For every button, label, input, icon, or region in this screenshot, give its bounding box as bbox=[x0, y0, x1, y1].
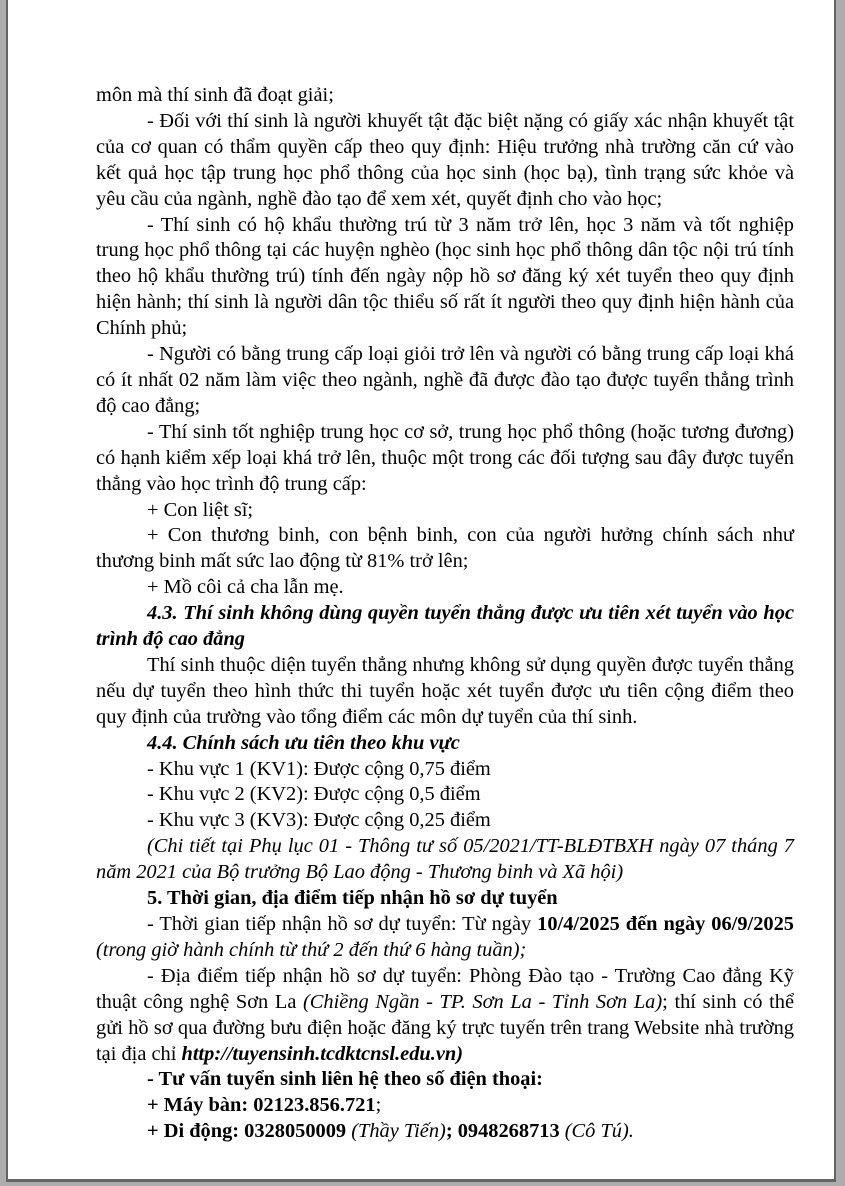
document-content bbox=[96, 83, 794, 1145]
text-run: 0948268713 bbox=[457, 1120, 565, 1143]
text-run: (Chi tiết tại Phụ lục 01 - Thông tư số 05/2021/TT-BLĐTBXH ngày 07 tháng 7 năm 2021 của Bộ trưởng Bộ Lao động - Thương binh và Xã hội) bbox=[96, 835, 794, 884]
text-run: - Người có bằng trung cấp loại giỏi trở lên và người có bằng trung cấp loại khá có ít nhất 02 năm làm việc theo ngành, nghề đã được đào tạo được tuyển thẳng trình độ cao đẳng; bbox=[96, 343, 794, 417]
text-run: - Khu vực 3 (KV3): Được cộng 0,25 điểm bbox=[147, 809, 491, 832]
text-run: ; bbox=[375, 1094, 382, 1117]
list-item-kv2 bbox=[96, 782, 794, 808]
list-item-thuong-binh bbox=[96, 523, 794, 575]
text-run: + Máy bàn: 02123.856.721 bbox=[147, 1094, 376, 1117]
text-run: 4.3. Thí sinh không dùng quyền tuyển thẳng được ưu tiên xét tuyển vào học trình độ cao đẳng bbox=[96, 602, 794, 651]
text-run: - Địa điểm tiếp nhận hồ sơ dự tuyển: Phòng Đào tạo - Trường Cao đẳng Kỹ thuật công nghệ Sơn La bbox=[96, 964, 794, 1013]
text-run: 10/4/2025 đến ngày 06/9/2025 bbox=[537, 913, 794, 935]
text-run: + Con thương binh, con bệnh binh, con của người hưởng chính sách như thương binh mất sức lao động từ 81% trở lên; bbox=[96, 524, 794, 573]
text-run: - Thí sinh có hộ khẩu thường trú từ 3 năm trở lên, học 3 năm và tốt nghiệp trung học phổ thông tại các huyện nghèo (học sinh học phổ thông dân tộc nội trú tính theo hộ khẩu thường trú) tính đến ngày nộp hồ sơ đăng ký xét tuyển theo quy định hiện hành; thí sinh là người dân tộc thiểu số rất ít người theo quy định hiện hành của Chính phủ; bbox=[96, 213, 794, 340]
paragraph-4-3-body bbox=[96, 653, 794, 731]
section-heading-4-3 bbox=[96, 601, 794, 653]
paragraph-residence bbox=[96, 213, 794, 343]
text-run: 4.4. Chính sách ưu tiên theo khu vực bbox=[147, 731, 460, 754]
text-run: (trong giờ hành chính từ thứ 2 đến thứ 6 hàng tuần); bbox=[96, 938, 527, 961]
paragraph-disability bbox=[96, 109, 794, 213]
paragraph-graduates bbox=[96, 420, 794, 498]
list-item-mo-coi bbox=[96, 575, 794, 601]
text-run: (Cô Tú). bbox=[564, 1120, 634, 1143]
text-run: http://tuyensinh.tcdktcnsl.edu.vn) bbox=[181, 1042, 464, 1065]
paragraph-continuation bbox=[96, 83, 794, 109]
list-item-mobile bbox=[96, 1119, 794, 1145]
text-run: - Tư vấn tuyển sinh liên hệ theo số điện thoại: bbox=[147, 1068, 543, 1091]
text-run: (Chiềng Ngần - TP. Sơn La - Tỉnh Sơn La) bbox=[303, 990, 663, 1013]
text-run: - Thời gian tiếp nhận hồ sơ dự tuyển: Từ ngày bbox=[147, 913, 538, 935]
list-item-landline bbox=[96, 1093, 794, 1119]
paragraph-time bbox=[96, 912, 794, 964]
text-run: + Mồ côi cả cha lẫn mẹ. bbox=[147, 576, 344, 599]
section-heading-5 bbox=[96, 886, 794, 912]
text-run: ; bbox=[445, 1120, 458, 1143]
text-run: môn mà thí sinh đã đoạt giải; bbox=[96, 84, 334, 106]
list-item-kv1 bbox=[96, 757, 794, 783]
paragraph-location bbox=[96, 964, 794, 1068]
text-run: ; thí sinh có thể gửi hồ sơ qua đường bưu điện hoặc đăng ký trực tuyến trên trang Website nhà trường tại địa chỉ bbox=[96, 990, 794, 1065]
text-run: - Khu vực 2 (KV2): Được cộng 0,5 điểm bbox=[147, 783, 481, 806]
text-run: Thí sinh thuộc diện tuyển thẳng nhưng không sử dụng quyền được tuyển thẳng nếu dự tuyển theo hình thức thi tuyển hoặc xét tuyển được ưu tiên cộng điểm theo quy định của trường vào tổng điểm các môn dự tuyển của thí sinh. bbox=[96, 653, 794, 728]
text-run: + Di động: 0328050009 bbox=[147, 1120, 352, 1143]
list-item-liet-si bbox=[96, 498, 794, 524]
paragraph-reference-note bbox=[96, 834, 794, 886]
list-item-kv3 bbox=[96, 808, 794, 834]
paragraph-trung-cap-degree bbox=[96, 342, 794, 420]
text-run: 5. Thời gian, địa điểm tiếp nhận hồ sơ dự tuyển bbox=[147, 887, 558, 910]
document-page bbox=[6, 0, 836, 1182]
text-run: - Thí sinh tốt nghiệp trung học cơ sở, trung học phổ thông (hoặc tương đương) có hạnh kiểm xếp loại khá trở lên, thuộc một trong các đối tượng sau đây được tuyển thẳng vào học trình độ trung cấp: bbox=[96, 420, 794, 495]
text-run: - Khu vực 1 (KV1): Được cộng 0,75 điểm bbox=[147, 757, 491, 780]
text-run: - Đối với thí sinh là người khuyết tật đặc biệt nặng có giấy xác nhận khuyết tật của cơ quan có thẩm quyền cấp theo quy định: Hiệu trưởng nhà trường căn cứ vào kết quả học tập trung học phổ thông của học sinh (học bạ), tình trạng sức khỏe và yêu cầu của ngành, nghề đào tạo để xem xét, quyết định cho vào học; bbox=[96, 109, 794, 210]
paragraph-contact-heading bbox=[96, 1067, 794, 1093]
text-run: (Thầy Tiến) bbox=[351, 1120, 446, 1143]
section-heading-4-4 bbox=[96, 731, 794, 757]
text-run: + Con liệt sĩ; bbox=[147, 498, 254, 521]
